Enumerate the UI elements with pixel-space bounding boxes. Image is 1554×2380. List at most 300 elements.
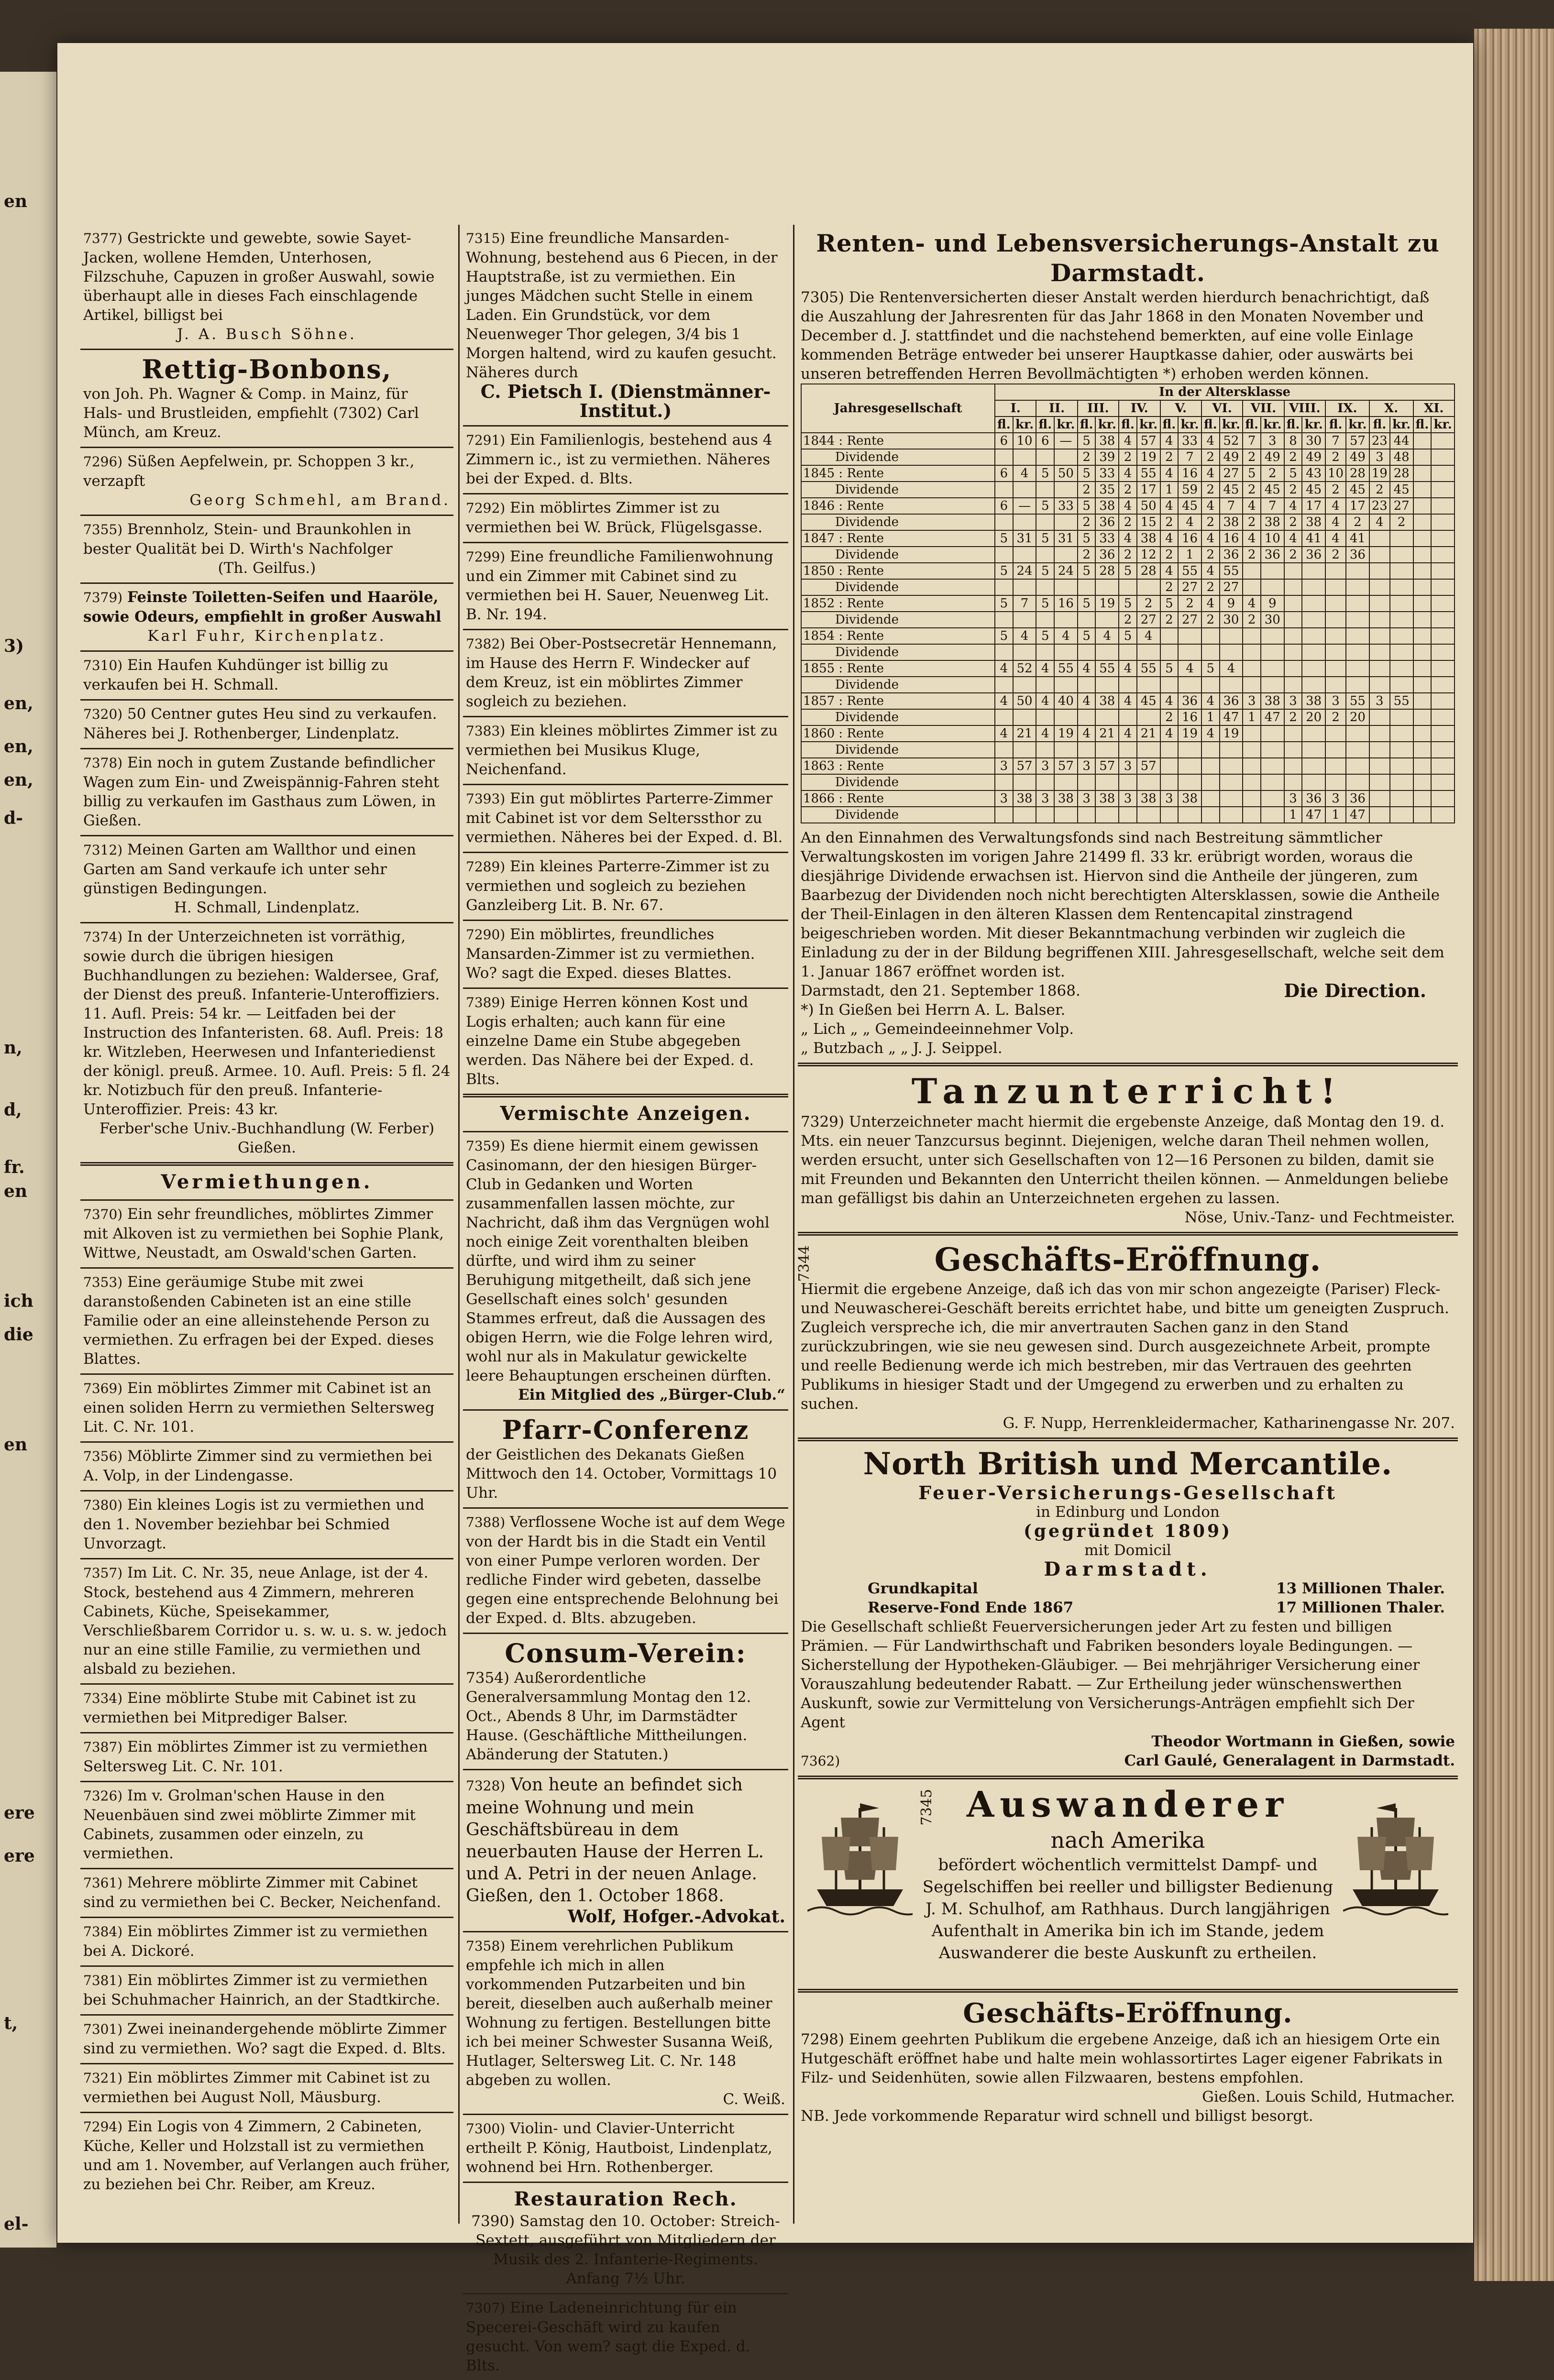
- ad-7356: 7356) Möblirte Zimmer sind zu vermiethen bei A. Volp, in der Lindengasse.: [80, 1443, 453, 1492]
- table-cell: [1220, 758, 1243, 774]
- ad-7310: 7310) Ein Haufen Kuhdünger ist billig zu verkaufen bei H. Schmall.: [80, 652, 453, 701]
- table-cell: [1261, 660, 1284, 677]
- table-cell: [1036, 742, 1054, 758]
- table-cell: 2: [1243, 514, 1261, 530]
- ad-7377: 7377) Gestrickte und gewebte, sowie Sayet-Jacken, wollene Hemden, Unterhosen, Filzschuhe, Capuzen in großer Auswahl, sowie überhaupt alle in dieses Fach einschlagende Artikel, billigst bei J. A. Busch Söhne.: [80, 225, 453, 350]
- table-cell: [1413, 530, 1432, 547]
- table-cell: [1325, 725, 1346, 742]
- table-cell: 7: [1220, 498, 1243, 514]
- table-header-class: I.: [995, 400, 1036, 417]
- table-cell: 10: [1261, 530, 1284, 547]
- table-cell: 2: [1284, 547, 1302, 563]
- table-row-label: Dividende: [801, 449, 995, 465]
- table-cell: 30: [1302, 433, 1325, 449]
- renten-date: Darmstadt, den 21. September 1868.: [801, 982, 1080, 999]
- table-cell: [1431, 595, 1455, 612]
- table-cell: 2: [1160, 514, 1179, 530]
- table-cell: [1413, 725, 1432, 742]
- table-cell: [1302, 758, 1325, 774]
- table-cell: 15: [1137, 514, 1160, 530]
- table-cell: 1: [1284, 807, 1302, 823]
- table-cell: 19: [1369, 465, 1390, 482]
- table-cell: [1390, 807, 1413, 823]
- table-header-unit: fl.: [1078, 417, 1096, 433]
- ad-rettig-bonbons: Rettig-Bonbons, von Joh. Ph. Wagner & Comp. in Mainz, für Hals- und Brustleiden, empfiehlt (7302) Carl Münch, am Kreuz.: [80, 350, 453, 448]
- table-cell: 36: [1302, 790, 1325, 807]
- table-cell: [1119, 709, 1137, 725]
- table-cell: [1095, 612, 1119, 628]
- table-cell: [1178, 677, 1201, 693]
- table-cell: [1036, 514, 1054, 530]
- table-cell: 27: [1220, 465, 1243, 482]
- table-cell: [1431, 790, 1455, 807]
- table-cell: 49: [1220, 449, 1243, 465]
- column-2: [463, 225, 788, 2380]
- ad-number: 7344: [796, 1245, 813, 1282]
- table-cell: 4: [1119, 693, 1137, 709]
- table-cell: 33: [1095, 465, 1119, 482]
- table-cell: [1119, 774, 1137, 790]
- table-cell: 4: [1325, 530, 1346, 547]
- table-row-label: Dividende: [801, 709, 995, 725]
- table-cell: [1220, 677, 1243, 693]
- table-cell: [1261, 644, 1284, 660]
- table-cell: [1137, 709, 1160, 725]
- table-cell: 16: [1178, 465, 1201, 482]
- table-cell: [1390, 530, 1413, 547]
- table-cell: 4: [1243, 595, 1261, 612]
- table-cell: [1302, 644, 1325, 660]
- table-cell: [1346, 612, 1369, 628]
- table-cell: 20: [1302, 709, 1325, 725]
- table-cell: 5: [1036, 595, 1054, 612]
- table-cell: [1095, 807, 1119, 823]
- table-cell: [1431, 725, 1455, 742]
- table-cell: 4: [1160, 563, 1179, 579]
- table-row-label: 1852 : Rente: [801, 595, 995, 612]
- table-cell: 4: [1243, 530, 1261, 547]
- nb-reserve-label: Reserve-Fond Ende 1867: [868, 1599, 1074, 1616]
- table-cell: 50: [1054, 465, 1078, 482]
- table-cell: [1201, 742, 1220, 758]
- ad-north-british: [798, 1441, 1458, 1779]
- table-cell: [1119, 644, 1137, 660]
- table-cell: [1160, 677, 1179, 693]
- table-cell: —: [1054, 433, 1078, 449]
- table-cell: 12: [1137, 547, 1160, 563]
- table-cell: [1302, 563, 1325, 579]
- table-row: [801, 790, 1455, 807]
- table-header-class: IV.: [1119, 400, 1160, 417]
- table-cell: 50: [1137, 498, 1160, 514]
- table-row-label: 1845 : Rente: [801, 465, 995, 482]
- table-cell: [1369, 579, 1390, 595]
- table-cell: 55: [1095, 660, 1119, 677]
- ad-7359: 7359) Es diene hiermit einem gewissen Casinomann, der den hiesigen Bürger-Club in Gedanken und Worten zusammenfallen lassen möchte, zur Nachricht, daß ihm das Vergnügen wohl noch einige Zeit vorenthalten bleiben dürfte, und wird ihm zu seiner Beruhigung mitgetheilt, daß sich jene Gesellschaft eines solch' gesunden Stammes erfreut, daß die Aussagen des obigen Herrn, wie die Folge lehren wird, wohl nur als in Makulatur gewickelte leere Behauptungen erscheinen dürften. Ein Mitglied des „Bürger-Club.“: [463, 1132, 788, 1411]
- table-cell: [1431, 547, 1455, 563]
- table-cell: 36: [1220, 693, 1243, 709]
- table-cell: [1390, 677, 1413, 693]
- table-cell: [1431, 709, 1455, 725]
- ad-7299: 7299) Eine freundliche Familienwohnung und ein Zimmer mit Cabinet sind zu vermiethen bei H. Sauer, Neuenweg Lit. B. Nr. 194.: [463, 543, 788, 630]
- table-cell: 4: [1013, 628, 1036, 644]
- table-cell: [1413, 612, 1432, 628]
- table-cell: [1369, 644, 1390, 660]
- table-cell: 3: [1036, 790, 1054, 807]
- table-cell: [1369, 807, 1390, 823]
- table-header-unit: kr.: [1220, 417, 1243, 433]
- ad-7289: 7289) Ein kleines Parterre-Zimmer ist zu vermiethen und sogleich zu beziehen Ganzleiberg Lit. B. Nr. 67.: [463, 853, 788, 921]
- table-row: [801, 644, 1455, 660]
- section-vermiethungen: Vermiethungen.: [80, 1166, 453, 1201]
- table-cell: [1390, 612, 1413, 628]
- table-cell: 41: [1302, 530, 1325, 547]
- table-cell: 3: [1119, 758, 1137, 774]
- table-cell: [1369, 563, 1390, 579]
- table-cell: [1431, 498, 1455, 514]
- table-cell: 3: [1369, 449, 1390, 465]
- table-cell: [1201, 758, 1220, 774]
- table-cell: [1413, 758, 1432, 774]
- ausw-text: befördert wöchentlich vermittelst Dampf- und Segelschiffen bei reeller und billigster Bedienung J. M. Schulhof, am Rathhaus. Durch langjährigen Aufenthalt in Amerika bin ich im Stande, jedem Auswanderer die beste Auskunft zu ertheilen.: [922, 1855, 1334, 1963]
- table-cell: 57: [1013, 758, 1036, 774]
- ad-7358: 7358) Einem verehrlichen Publikum empfehle ich mich in allen vorkommenden Putzarbeiten und bin bereit, dieselben auch außerhalb meiner Wohnung zu fertigen. Bestellungen bitte ich bei meiner Schwester Susanna Weiß, Hutlager, Seltersweg Lit. C. Nr. 148 abgeben zu wollen. C. Weiß.: [463, 1932, 788, 2115]
- table-cell: 2: [1325, 547, 1346, 563]
- table-cell: [1261, 742, 1284, 758]
- table-row: [801, 742, 1455, 758]
- table-cell: 36: [1095, 547, 1119, 563]
- table-cell: 4: [1201, 693, 1220, 709]
- table-cell: 2: [1201, 482, 1220, 498]
- table-cell: 38: [1261, 514, 1284, 530]
- table-header-unit: fl.: [1036, 417, 1054, 433]
- table-cell: [1413, 693, 1432, 709]
- nb-text: Die Gesellschaft schließt Feuerversicherungen jeder Art zu festen und billigen Prämien. — Für Landwirthschaft und Fabriken besonders loyale Bedingungen. — Sicherstellung der Hypotheken-Gläubiger. — Bei mehrjähriger Versicherung einer Vorauszahlung bedeutender Rabatt. — Zur Ertheilung jeder wünschenswerthen Auskunft, sowie zur Vermittelung von Versicherungs-Anträgen empfiehlt sich Der Agent: [801, 1618, 1420, 1731]
- table-cell: [1369, 774, 1390, 790]
- ad-7357: 7357) Im Lit. C. Nr. 35, neue Anlage, ist der 4. Stock, bestehend aus 4 Zimmern, mehreren Cabinets, Küche, Speisekammer, Verschließbarem Corridor u. s. w. u. s. w. jedoch nur an eine stille Familie, zu vermiethen und alsbald zu beziehen.: [80, 1559, 453, 1685]
- table-row: [801, 612, 1455, 628]
- margin-fragment: en,: [4, 693, 33, 713]
- table-cell: 52: [1220, 433, 1243, 449]
- table-cell: [1078, 612, 1096, 628]
- table-cell: 3: [1325, 693, 1346, 709]
- ad-7315: 7315) Eine freundliche Mansarden-Wohnung, bestehend aus 6 Piecen, in der Hauptstraße, ist zu vermiethen. Ein junges Mädchen sucht Stelle in einem Laden. Ein Grundstück, vor dem Neuenweger Thor gelegen, 3/4 bis 1 Morgen haltend, wird zu kaufen gesucht. Näheres durch C. Pietsch I. (Dienstmänner-Institut.): [463, 225, 788, 427]
- table-cell: [1431, 807, 1455, 823]
- table-cell: 5: [1119, 563, 1137, 579]
- table-header-unit: kr.: [1137, 417, 1160, 433]
- table-cell: [1036, 482, 1054, 498]
- table-cell: 55: [1390, 693, 1413, 709]
- table-cell: [1220, 807, 1243, 823]
- table-cell: 27: [1178, 579, 1201, 595]
- margin-fragment: n,: [4, 1038, 22, 1058]
- table-cell: 3: [1078, 790, 1096, 807]
- table-header-unit: kr.: [1054, 417, 1078, 433]
- tanz-title: Tanzunterricht!: [911, 1071, 1345, 1111]
- table-cell: [1413, 790, 1432, 807]
- table-cell: 5: [1036, 628, 1054, 644]
- table-cell: 3: [1284, 790, 1302, 807]
- table-cell: 5: [1160, 660, 1179, 677]
- ad-auswanderer: [798, 1779, 1458, 1993]
- ad-7378: 7378) Ein noch in gutem Zustande befindlicher Wagen zum Ein- und Zweispännig-Fahren steht billig zu verkaufen im Gasthaus zum Löwen, in Gießen.: [80, 749, 453, 836]
- table-cell: 4: [1137, 628, 1160, 644]
- table-cell: [1325, 644, 1346, 660]
- table-row: [801, 465, 1455, 482]
- table-cell: 4: [1160, 693, 1179, 709]
- table-row-label: 1844 : Rente: [801, 433, 995, 449]
- table-cell: [1261, 807, 1284, 823]
- table-cell: 33: [1095, 530, 1119, 547]
- ad-pfarr-conferenz: Pfarr-Conferenz der Geistlichen des Dekanats Gießen Mittwoch den 14. October, Vormittags 10 Uhr.: [463, 1411, 788, 1509]
- table-cell: 5: [1201, 660, 1220, 677]
- table-cell: [1431, 774, 1455, 790]
- table-cell: 4: [1119, 725, 1137, 742]
- table-cell: [1220, 628, 1243, 644]
- table-cell: 2: [1325, 449, 1346, 465]
- table-cell: [1178, 774, 1201, 790]
- table-cell: 45: [1390, 482, 1413, 498]
- nb-reserve-value: 17 Millionen Thaler.: [1276, 1599, 1445, 1616]
- table-cell: 4: [1201, 433, 1220, 449]
- table-row: [801, 595, 1455, 612]
- table-cell: 38: [1302, 693, 1325, 709]
- table-cell: 38: [1261, 693, 1284, 709]
- table-cell: [1413, 677, 1432, 693]
- table-cell: 44: [1390, 433, 1413, 449]
- table-cell: 2: [1201, 579, 1220, 595]
- table-cell: 59: [1178, 482, 1201, 498]
- table-cell: [1201, 628, 1220, 644]
- table-row: [801, 530, 1455, 547]
- table-cell: [1325, 612, 1346, 628]
- table-cell: 4: [1036, 725, 1054, 742]
- table-cell: [1369, 709, 1390, 725]
- ad-7379: 7379) Feinste Toiletten-Seifen und Haaröle, sowie Odeurs, empfiehlt in großer Auswahl Karl Fuhr, Kirchenplatz.: [80, 584, 453, 652]
- margin-fragment: el-: [4, 2214, 29, 2234]
- table-cell: 47: [1261, 709, 1284, 725]
- table-cell: 3: [1261, 433, 1284, 449]
- table-cell: 3: [1119, 790, 1137, 807]
- table-cell: [1413, 595, 1432, 612]
- table-cell: 4: [1078, 693, 1096, 709]
- table-header-class: VI.: [1201, 400, 1243, 417]
- table-cell: [1302, 677, 1325, 693]
- table-cell: [1431, 465, 1455, 482]
- table-header-unit: kr.: [1261, 417, 1284, 433]
- table-cell: [1390, 774, 1413, 790]
- table-cell: [1325, 742, 1346, 758]
- table-cell: 5: [1078, 433, 1096, 449]
- table-cell: [1346, 742, 1369, 758]
- table-cell: 5: [1036, 465, 1054, 482]
- margin-fragment: d-: [4, 808, 23, 828]
- table-cell: 2: [1078, 514, 1096, 530]
- nb-founded: (gegründet 1809): [1023, 1521, 1233, 1541]
- nb-title: North British und Mercantile.: [863, 1446, 1393, 1482]
- table-cell: 5: [1078, 465, 1096, 482]
- table-cell: 2: [1284, 709, 1302, 725]
- table-cell: 49: [1346, 449, 1369, 465]
- column-3: [798, 225, 1458, 2130]
- table-cell: [1220, 644, 1243, 660]
- table-cell: 2: [1261, 465, 1284, 482]
- table-cell: [1095, 677, 1119, 693]
- table-cell: 48: [1390, 449, 1413, 465]
- ad-7369: 7369) Ein möblirtes Zimmer mit Cabinet ist an einen soliden Herrn zu vermiethen Seltersweg Lit. C. Nr. 101.: [80, 1375, 453, 1443]
- table-cell: 16: [1054, 595, 1078, 612]
- table-cell: 4: [1160, 465, 1179, 482]
- renten-intro: 7305) Die Rentenversicherten dieser Anstalt werden hierdurch benachrichtigt, daß die Auszahlung der Jahresrenten für das Jahr 1868 in den Monaten November und December d. J. stattfindet und die nachstehend bemerkten, auf eine volle Einlage kommenden Beträge entweder bei unserer Hauptkasse dahier, oder auswärts bei unseren betreffenden Herren Bevollmächtigten *) erhoben werden können.: [801, 289, 1430, 383]
- table-cell: 41: [1346, 530, 1369, 547]
- table-row: [801, 758, 1455, 774]
- table-row-label: Dividende: [801, 547, 995, 563]
- ad-7382: 7382) Bei Ober-Postsecretär Hennemann, im Hause des Herrn F. Windecker auf dem Kreuz, ist ein möblirtes Zimmer sogleich zu beziehen.: [463, 630, 788, 717]
- table-cell: [1284, 660, 1302, 677]
- table-cell: [1036, 547, 1054, 563]
- renten-title: Renten- und Lebensversicherungs-Anstalt zu Darmstadt.: [816, 229, 1440, 287]
- table-cell: [1390, 547, 1413, 563]
- table-cell: 57: [1137, 758, 1160, 774]
- table-cell: [1369, 547, 1390, 563]
- table-cell: [1325, 677, 1346, 693]
- table-cell: 2: [1119, 482, 1137, 498]
- table-cell: 35: [1095, 482, 1119, 498]
- table-cell: 2: [1346, 514, 1369, 530]
- margin-fragment: en: [4, 1435, 28, 1455]
- ad-7388: 7388) Verflossene Woche ist auf dem Wege von der Hardt bis in die Stadt ein Ventil von einer Pumpe verloren worden. Der redliche Finder wird gebeten, dasselbe gegen eine entsprechende Belohnung bei der Exped. d. Blts. abzugeben.: [463, 1509, 788, 1634]
- table-header-unit: kr.: [1302, 417, 1325, 433]
- table-cell: 5: [1160, 595, 1179, 612]
- table-cell: [1302, 660, 1325, 677]
- table-cell: [1220, 774, 1243, 790]
- table-cell: [1013, 579, 1036, 595]
- table-cell: 2: [1201, 449, 1220, 465]
- table-cell: 5: [1036, 498, 1054, 514]
- table-header-unit: fl.: [995, 417, 1013, 433]
- table-cell: [1119, 807, 1137, 823]
- table-cell: 16: [1178, 709, 1201, 725]
- table-cell: 4: [1160, 530, 1179, 547]
- table-cell: [1431, 563, 1455, 579]
- table-cell: [1243, 579, 1261, 595]
- table-row-label: Dividende: [801, 677, 995, 693]
- table-cell: 5: [1119, 628, 1137, 644]
- table-cell: 4: [1160, 433, 1179, 449]
- table-cell: 1: [1325, 807, 1346, 823]
- ad-7380: 7380) Ein kleines Logis ist zu vermiethen und den 1. November beziehbar bei Schmied Unvorzagt.: [80, 1492, 453, 1559]
- table-cell: [1325, 563, 1346, 579]
- table-row-label: Dividende: [801, 774, 995, 790]
- table-cell: 55: [1054, 660, 1078, 677]
- table-cell: [1431, 644, 1455, 660]
- table-cell: [1201, 677, 1220, 693]
- table-header-unit: fl.: [1325, 417, 1346, 433]
- table-cell: [1284, 579, 1302, 595]
- renten-footer: An den Einnahmen des Verwaltungsfonds sind nach Bestreitung sämmtlicher Verwaltungskosten im vorigen Jahre 21499 fl. 33 kr. erübrigt worden, woraus die diesjährige Dividende erwachsen ist. Hiervon sind die Antheile der jüngeren, zum Baarbezug der Dividenden noch nicht berechtigten Altersklassen, sowie die Antheile der Theil-Einlagen in den älteren Klassen dem Rentencapital zinstragend beigeschrieben worden. Mit dieser Bekanntmachung verbinden wir zugleich die Einladung zu der in der Bildung begriffenen XIII. Jahresgesellschaft, welche seit dem 1. Januar 1867 eröffnet worden ist.: [801, 829, 1444, 980]
- table-cell: [1390, 742, 1413, 758]
- table-cell: 5: [1078, 498, 1096, 514]
- table-cell: [1390, 595, 1413, 612]
- table-cell: [1325, 660, 1346, 677]
- table-cell: 36: [1346, 790, 1369, 807]
- table-cell: 4: [1201, 530, 1220, 547]
- table-cell: [1013, 514, 1036, 530]
- table-cell: [1078, 677, 1096, 693]
- table-cell: [1160, 807, 1179, 823]
- table-header-altersklasse: In der Altersklasse: [995, 384, 1455, 400]
- table-cell: 5: [995, 628, 1013, 644]
- table-cell: 39: [1095, 449, 1119, 465]
- table-cell: [1413, 563, 1432, 579]
- table-cell: [1054, 644, 1078, 660]
- table-row: [801, 579, 1455, 595]
- table-cell: 3: [995, 758, 1013, 774]
- table-cell: 6: [995, 465, 1013, 482]
- ad-7320: 7320) 50 Centner gutes Heu sind zu verkaufen. Näheres bei J. Rothenberger, Lindenplatz.: [80, 701, 453, 749]
- table-cell: 27: [1137, 612, 1160, 628]
- table-cell: 8: [1284, 433, 1302, 449]
- table-cell: 7: [1243, 433, 1261, 449]
- table-cell: 2: [1119, 547, 1137, 563]
- table-cell: [1243, 660, 1261, 677]
- table-cell: 38: [1137, 530, 1160, 547]
- ad-7321: 7321) Ein möblirtes Zimmer mit Cabinet ist zu vermiethen bei August Noll, Mäusburg.: [80, 2064, 453, 2113]
- table-cell: [1431, 433, 1455, 449]
- table-cell: 19: [1137, 449, 1160, 465]
- margin-fragment: d,: [4, 1100, 22, 1120]
- table-cell: 2: [1284, 449, 1302, 465]
- table-cell: 4: [1119, 530, 1137, 547]
- table-cell: [1390, 628, 1413, 644]
- table-cell: [1054, 677, 1078, 693]
- table-cell: [1243, 742, 1261, 758]
- table-cell: [995, 709, 1013, 725]
- table-cell: 45: [1137, 693, 1160, 709]
- table-cell: [1390, 579, 1413, 595]
- table-cell: 23: [1369, 433, 1390, 449]
- table-cell: 21: [1013, 725, 1036, 742]
- section-vermischte-anzeigen: Vermischte Anzeigen.: [463, 1097, 788, 1132]
- table-cell: 45: [1178, 498, 1201, 514]
- table-cell: 47: [1346, 807, 1369, 823]
- table-cell: 3: [1160, 790, 1179, 807]
- table-cell: [1413, 579, 1432, 595]
- table-cell: [1325, 595, 1346, 612]
- table-cell: [1119, 742, 1137, 758]
- margin-fragment: 3): [4, 636, 24, 656]
- table-cell: 4: [1054, 628, 1078, 644]
- table-cell: 24: [1054, 563, 1078, 579]
- table-cell: 5: [995, 530, 1013, 547]
- table-cell: 4: [1325, 498, 1346, 514]
- ad-renten-anstalt: [798, 225, 1458, 1066]
- table-cell: [1369, 595, 1390, 612]
- table-cell: [1284, 725, 1302, 742]
- table-cell: 45: [1346, 482, 1369, 498]
- table-row-label: Dividende: [801, 742, 995, 758]
- table-header-unit: kr.: [1095, 417, 1119, 433]
- table-cell: [1160, 758, 1179, 774]
- table-cell: 47: [1302, 807, 1325, 823]
- table-row-label: Dividende: [801, 644, 995, 660]
- ad-7381: 7381) Ein möblirtes Zimmer ist zu vermiethen bei Schuhmacher Hainrich, an der Stadtkirche.: [80, 1967, 453, 2016]
- table-cell: 4: [1201, 498, 1220, 514]
- table-cell: 2: [1201, 547, 1220, 563]
- table-cell: [995, 514, 1013, 530]
- table-header-unit: fl.: [1201, 417, 1220, 433]
- table-cell: [1302, 612, 1325, 628]
